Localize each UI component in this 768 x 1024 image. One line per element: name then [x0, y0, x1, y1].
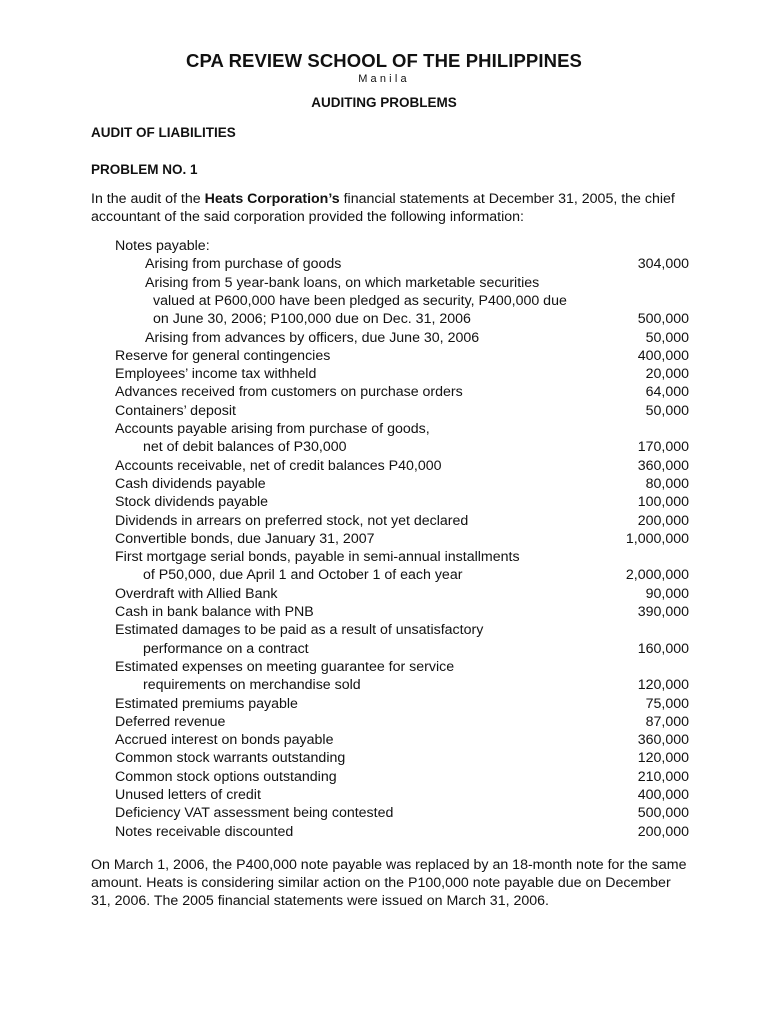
item-row [115, 438, 689, 456]
item-label: on June 30, 2006; P100,000 due on Dec. 31, 2006 [153, 311, 471, 328]
item-amount: 200,000 [637, 512, 689, 529]
item-row [115, 365, 689, 383]
item-row [115, 768, 689, 786]
topic-heading: AUDIT OF LIABILITIES [91, 125, 236, 140]
school-title: CPA REVIEW SCHOOL OF THE PHILIPPINES [186, 50, 582, 71]
item-amount: 304,000 [637, 256, 689, 273]
item-label: valued at P600,000 have been pledged as security, P400,000 due [153, 292, 567, 309]
item-label: Arising from 5 year-bank loans, on which marketable securities [145, 274, 540, 291]
item-row [115, 530, 689, 548]
item-amount: 120,000 [637, 750, 689, 767]
item-amount: 80,000 [645, 475, 689, 492]
item-amount: 210,000 [637, 768, 689, 785]
item-row [115, 731, 689, 749]
item-label: Arising from advances by officers, due June 30, 2006 [145, 329, 480, 346]
item-label: Estimated premiums payable [115, 695, 298, 712]
subject-heading: AUDITING PROBLEMS [311, 95, 457, 110]
item-row [115, 420, 689, 438]
item-amount: 400,000 [637, 347, 689, 364]
item-row [115, 566, 689, 584]
item-label: Common stock warrants outstanding [115, 750, 346, 767]
item-row [115, 804, 689, 822]
closing-paragraph: On March 1, 2006, the P400,000 note payable was replaced by an 18-month note for the same amount. Heats is considering similar action on the P100,000 note payable due on December 31, 2006. The 2005 financial statements were issued on March 31, 2006. [91, 857, 687, 909]
item-label: Overdraft with Allied Bank [115, 585, 278, 602]
item-label: net of debit balances of P30,000 [143, 439, 347, 456]
item-label: Accounts payable arising from purchase of goods, [115, 421, 430, 437]
item-label: requirements on merchandise sold [143, 677, 361, 694]
item-label: Reserve for general contingencies [115, 347, 331, 364]
item-label: Estimated damages to be paid as a result of unsatisfactory [115, 622, 484, 639]
item-row [115, 475, 689, 493]
item-label: Advances received from customers on purchase orders [115, 384, 463, 401]
item-label: performance on a contract [143, 640, 309, 657]
intro-paragraph [91, 190, 691, 226]
item-label: Containers’ deposit [115, 402, 236, 419]
item-label: Employees’ income tax withheld [115, 366, 317, 383]
item-amount: 390,000 [637, 604, 689, 620]
item-amount: 400,000 [637, 787, 689, 803]
item-amount: 20,000 [645, 366, 689, 383]
item-row [115, 292, 689, 310]
item-amount: 360,000 [637, 732, 689, 749]
intro-text-after: financial statements at December 31, 2005, the chief accountant of the said corporation provided the following information: [91, 191, 675, 225]
item-label: Deferred revenue [115, 713, 226, 730]
item-row [115, 493, 689, 511]
item-row [115, 329, 689, 347]
item-label: Accrued interest on bonds payable [115, 732, 334, 749]
item-amount: 500,000 [637, 805, 689, 822]
item-row [115, 512, 689, 530]
item-amount: 75,000 [645, 695, 689, 712]
item-label: Notes payable: [115, 238, 210, 254]
item-row [115, 713, 689, 731]
item-row [115, 548, 689, 566]
item-amount: 50,000 [645, 402, 689, 419]
item-amount: 170,000 [637, 439, 689, 456]
item-label: Arising from purchase of goods [145, 256, 342, 273]
item-label: Notes receivable discounted [115, 823, 294, 840]
item-label: Convertible bonds, due January 31, 2007 [115, 530, 375, 547]
item-label: Common stock options outstanding [115, 768, 337, 785]
item-row [115, 640, 689, 658]
item-amount: 500,000 [637, 311, 689, 328]
item-row [115, 786, 689, 804]
intro-text-before: In the audit of the [91, 191, 205, 207]
item-label: Unused letters of credit [115, 787, 261, 803]
item-row [115, 310, 689, 328]
item-row [115, 621, 689, 639]
item-row [115, 695, 689, 713]
item-row [115, 402, 689, 420]
item-amount: 64,000 [645, 384, 689, 401]
company-name: Heats Corporation’s [204, 191, 340, 207]
item-label: Estimated expenses on meeting guarantee for service [115, 658, 455, 675]
item-label: Dividends in arrears on preferred stock, not yet declared [115, 512, 469, 529]
item-label: Cash in bank balance with PNB [115, 604, 314, 620]
item-row [115, 347, 689, 365]
item-row [115, 255, 689, 273]
item-label: of P50,000, due April 1 and October 1 of each year [143, 567, 463, 584]
item-row [115, 457, 689, 475]
item-amount: 90,000 [645, 585, 689, 602]
item-row [115, 274, 689, 292]
item-row [115, 749, 689, 767]
item-amount: 360,000 [637, 457, 689, 474]
item-row [115, 658, 689, 676]
item-amount: 200,000 [637, 823, 689, 840]
item-row [115, 603, 689, 621]
item-amount: 2,000,000 [625, 567, 689, 584]
problem-heading: PROBLEM NO. 1 [91, 162, 198, 177]
city-subtitle: Manila [358, 73, 410, 85]
item-amount: 160,000 [637, 640, 689, 657]
item-row [115, 237, 689, 255]
item-label: Deficiency VAT assessment being contested [115, 805, 394, 822]
item-label: Cash dividends payable [115, 475, 266, 492]
item-row [115, 823, 689, 841]
item-amount: 50,000 [645, 329, 689, 346]
item-row [115, 676, 689, 694]
item-amount: 87,000 [645, 713, 689, 730]
item-label: Stock dividends payable [115, 494, 269, 511]
item-amount: 120,000 [637, 677, 689, 694]
item-row [115, 383, 689, 401]
item-amount: 1,000,000 [625, 530, 689, 547]
item-label: Accounts receivable, net of credit balances P40,000 [115, 457, 442, 474]
item-label: First mortgage serial bonds, payable in semi-annual installments [115, 549, 520, 566]
item-row [115, 585, 689, 603]
item-amount: 100,000 [637, 494, 689, 511]
